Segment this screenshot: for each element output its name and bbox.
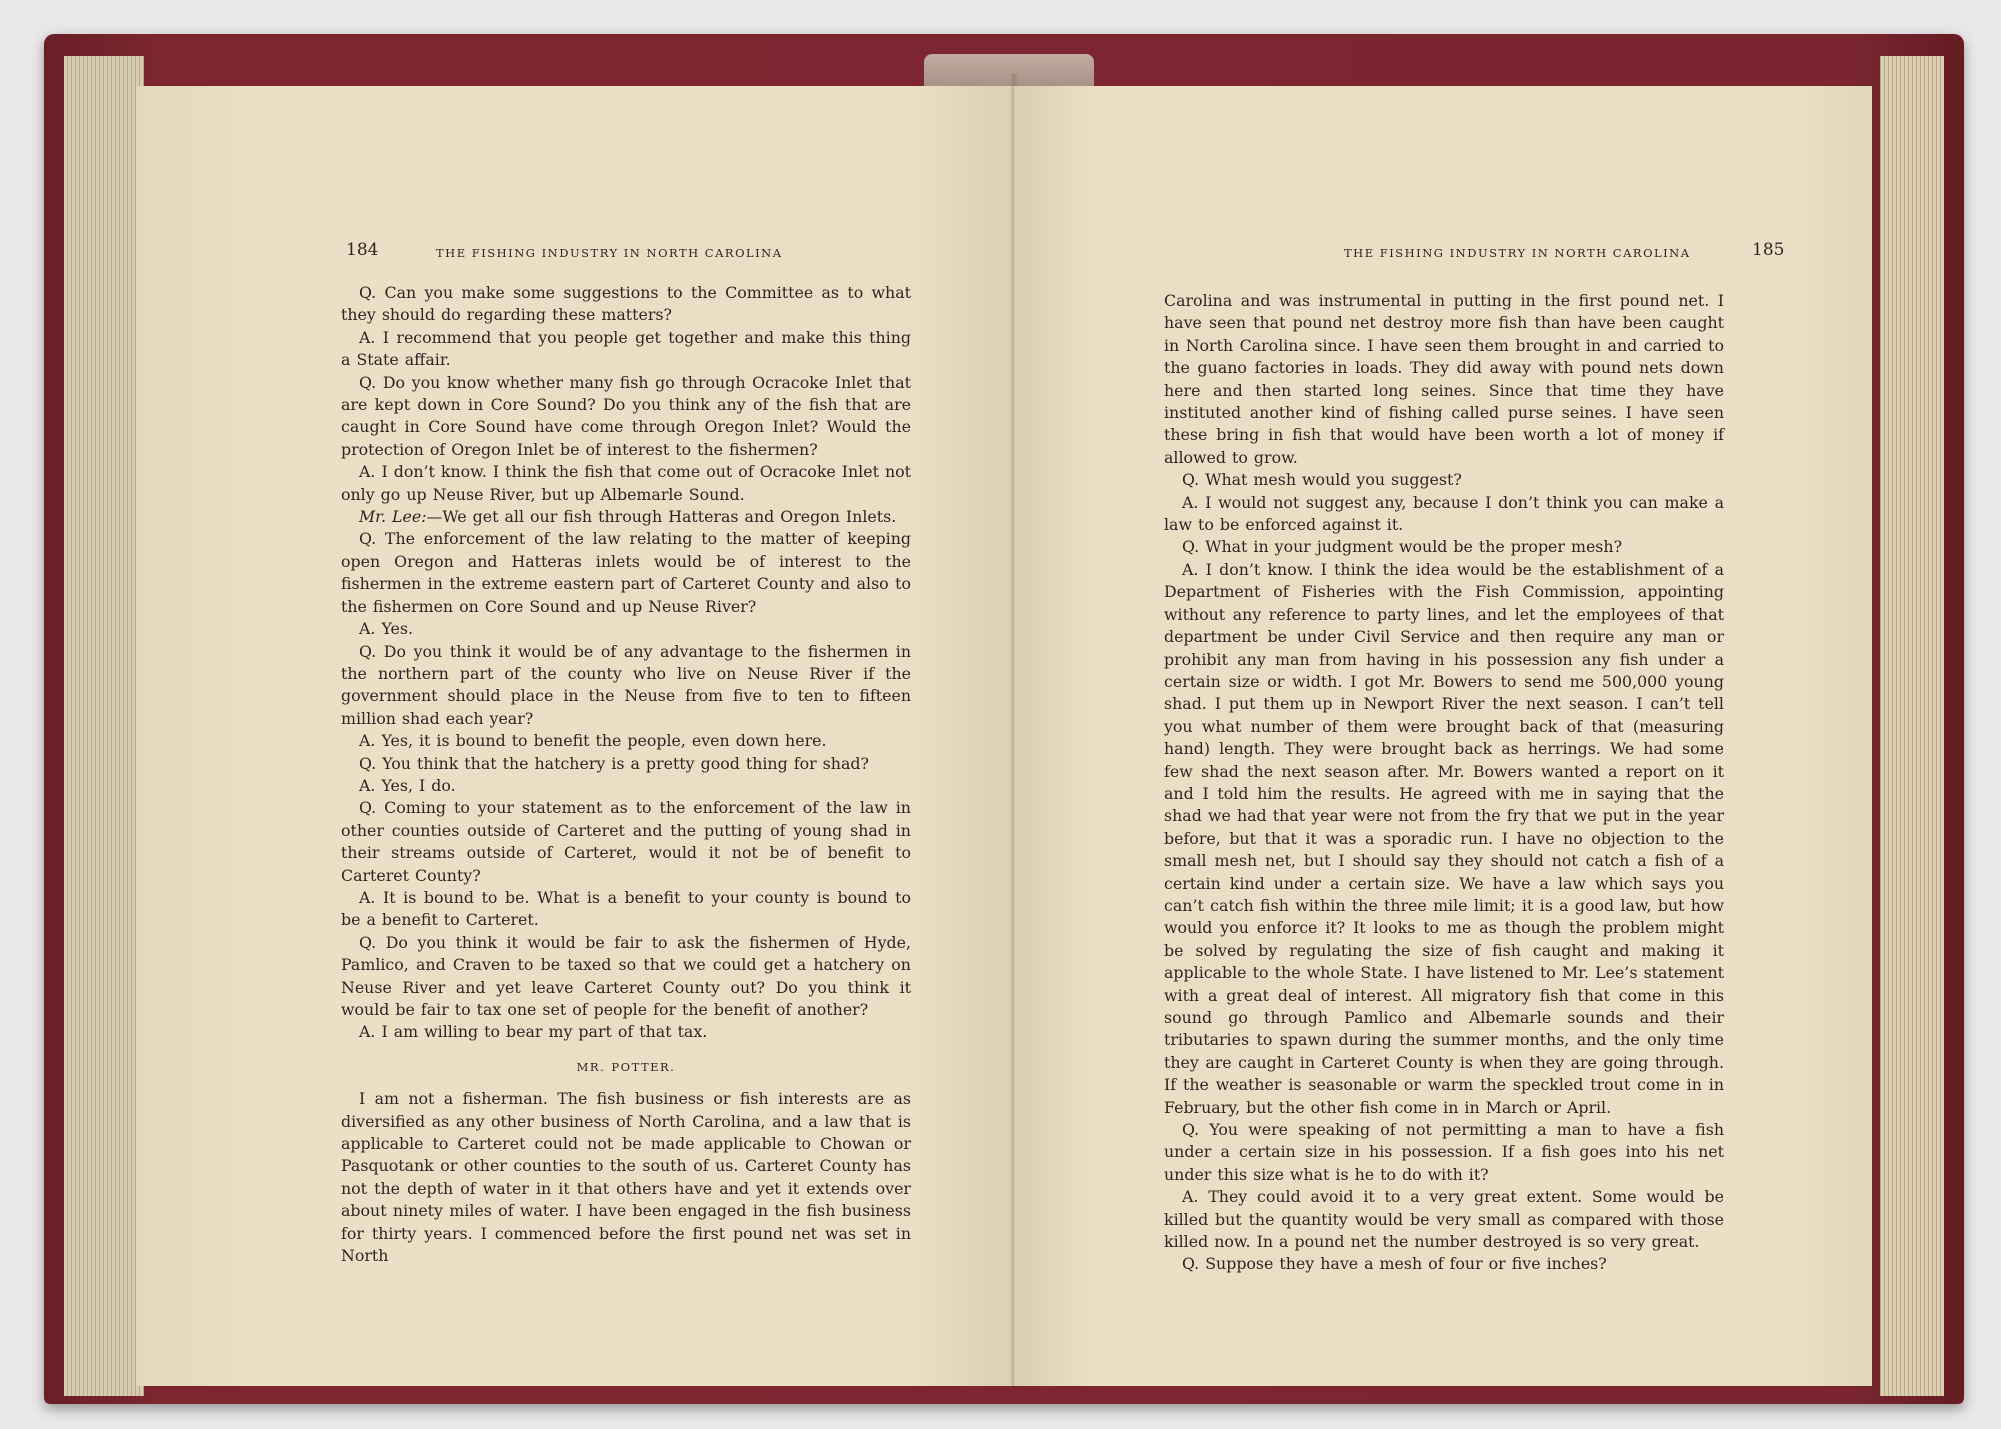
left-page-body bbox=[341, 282, 911, 1267]
paragraph: A. I would not suggest any, because I don’t think you can make a law to be enforced against it. bbox=[1164, 492, 1724, 535]
paragraph: Q. What in your judgment would be the proper mesh? bbox=[1182, 537, 1623, 557]
continued-paragraph: Carolina and was instrumental in putting in the first pound net. I have seen that pound net destroy more fish than have been caught in North Carolina since. I have seen them brought in and carried to the guano factories in loads. They did away with pound nets down here and then started long seines. Since that time they have instituted another kind of fishing called purse seines. I have seen these bring in fish that would have been worth a lot of money if allowed to grow. bbox=[1164, 291, 1724, 467]
paragraph: Q. Do you think it would be fair to ask the fishermen of Hyde, Pamlico, and Craven to be taxed so that we could get a hatchery on Neuse River and yet leave Carteret County out? Do you think it would be fair to tax one set of people for the benefit of another? bbox=[341, 932, 911, 1019]
speaker-name: Mr. Lee: bbox=[359, 507, 427, 527]
page-number: 184 bbox=[346, 240, 379, 260]
paragraph: A. They could avoid it to a very great extent. Some would be killed but the quantity would be very small as compared with those killed now. In a pound net the number destroyed is so very great. bbox=[1164, 1187, 1724, 1252]
paragraph: Q. What mesh would you suggest? bbox=[1182, 470, 1462, 490]
paragraph: A. It is bound to be. What is a benefit to your county is bound to be a benefit to Carteret. bbox=[341, 887, 911, 930]
paragraph: A. I don’t know. I think the fish that come out of Ocracoke Inlet not only go up Neuse River, but up Albemarle Sound. bbox=[341, 462, 911, 504]
paragraph: Q. Suppose they have a mesh of four or five inches? bbox=[1182, 1254, 1607, 1274]
page-edges-left bbox=[64, 56, 144, 1396]
paragraph: Q. Do you think it would be of any advantage to the fishermen in the northern part of the county who live on Neuse River if the government should place in the Neuse from five to ten to fifteen million shad each year? bbox=[341, 641, 911, 728]
paragraph: A. I don’t know. I think the idea would be the establishment of a Department of Fisheries with the Fish Commission, appointing without any reference to party lines, and let the employees of that department be under Civil Service and then require any man or prohibit any man from having in his possession any fish under a certain size or width. I got Mr. Bowers to send me 500,000 young shad. I put them up in Newport River the next season. I can’t tell you what number of them were brought back of that (measuring hand) length. They were brought back as herrings. We had some few shad the next season after. Mr. Bowers wanted a report on it and I told him the results. He agreed with me in saying that the shad we had that year were not from the fry that we put in the year before, but that it was a sporadic run. I have no objection to the small mesh net, but I should say they should not catch a fish of a certain kind under a certain size. We have a law which says you can’t catch fish within the three mile limit; it is a good law, but how would you enforce it? It looks to me as though the problem might be solved by regulating the size of fish caught and making it applicable to the whole State. I have listened to Mr. Lee’s statement with a great deal of interest. All migratory fish that come in this sound go through Pamlico and Albemarle sounds and their tributaries to spawn during the summer months, and the only time they are caught in Carteret County is when they are going through. If the weather is seasonable or warm the speckled trout come in in February, but the other fish come in in March or April. bbox=[1164, 559, 1724, 1117]
running-head: THE FISHING INDUSTRY IN NORTH CAROLINA bbox=[1344, 246, 1691, 260]
paragraph: Q. Coming to your statement as to the enforcement of the law in other counties outside of Carteret and the putting of young shad in their streams outside of Carteret, would it not be of benefit to Carteret County? bbox=[341, 798, 911, 885]
paragraph: A. I recommend that you people get together and make this thing a State affair. bbox=[341, 327, 911, 370]
paragraph: A. I am willing to bear my part of that tax. bbox=[359, 1022, 708, 1042]
paragraph: Q. Do you know whether many fish go through Ocracoke Inlet that are kept down in Core Sound? Do you think any of the fish that are caught in Core Sound have come through Oregon Inlet? Would the protection of Oregon Inlet be of interest to the fishermen? bbox=[341, 372, 911, 459]
section-heading: MR. POTTER. bbox=[576, 1059, 676, 1074]
left-page-header bbox=[136, 240, 1014, 276]
paragraph: A. Yes, I do. bbox=[359, 775, 456, 795]
paragraph: A. Yes, it is bound to benefit the people, even down here. bbox=[359, 731, 827, 751]
paragraph: Q. You think that the hatchery is a pretty good thing for shad? bbox=[359, 753, 869, 773]
paragraph: Q. The enforcement of the law relating to the matter of keeping open Oregon and Hatteras inlets would be of interest to the fishermen in the extreme eastern part of Carteret County and also to the fishermen on Core Sound and up Neuse River? bbox=[341, 529, 911, 616]
page-number: 185 bbox=[1752, 240, 1785, 260]
right-page-body bbox=[1164, 290, 1724, 1276]
running-head: THE FISHING INDUSTRY IN NORTH CAROLINA bbox=[436, 246, 783, 260]
speaker-text: —We get all our fish through Hatteras and Oregon Inlets. bbox=[426, 507, 897, 527]
paragraph: Q. You were speaking of not permitting a man to have a fish under a certain size in his possession. If a fish goes into his net under this size what is he to do with it? bbox=[1164, 1120, 1724, 1184]
right-page-header bbox=[1014, 240, 1872, 276]
right-page bbox=[1014, 86, 1872, 1386]
open-book bbox=[44, 34, 1964, 1404]
paragraph: I am not a fisherman. The fish business or fish interests are as diversified as any other business of North Carolina, and a law that is applicable to Carteret could not be made applicable to Chowan or Pasquotank or other counties to the south of us. Carteret County has not the depth of water in it that others have and yet it extends over about ninety miles of water. I have been engaged in the fish business for thirty years. I commenced before the first pound net was set in North bbox=[341, 1089, 911, 1266]
page-edges-right bbox=[1880, 56, 1944, 1396]
speaker-paragraph bbox=[341, 506, 911, 528]
left-page bbox=[136, 86, 1014, 1386]
paragraph: A. Yes. bbox=[359, 619, 413, 639]
paragraph: Q. Can you make some suggestions to the Committee as to what they should do regarding these matters? bbox=[341, 283, 911, 325]
